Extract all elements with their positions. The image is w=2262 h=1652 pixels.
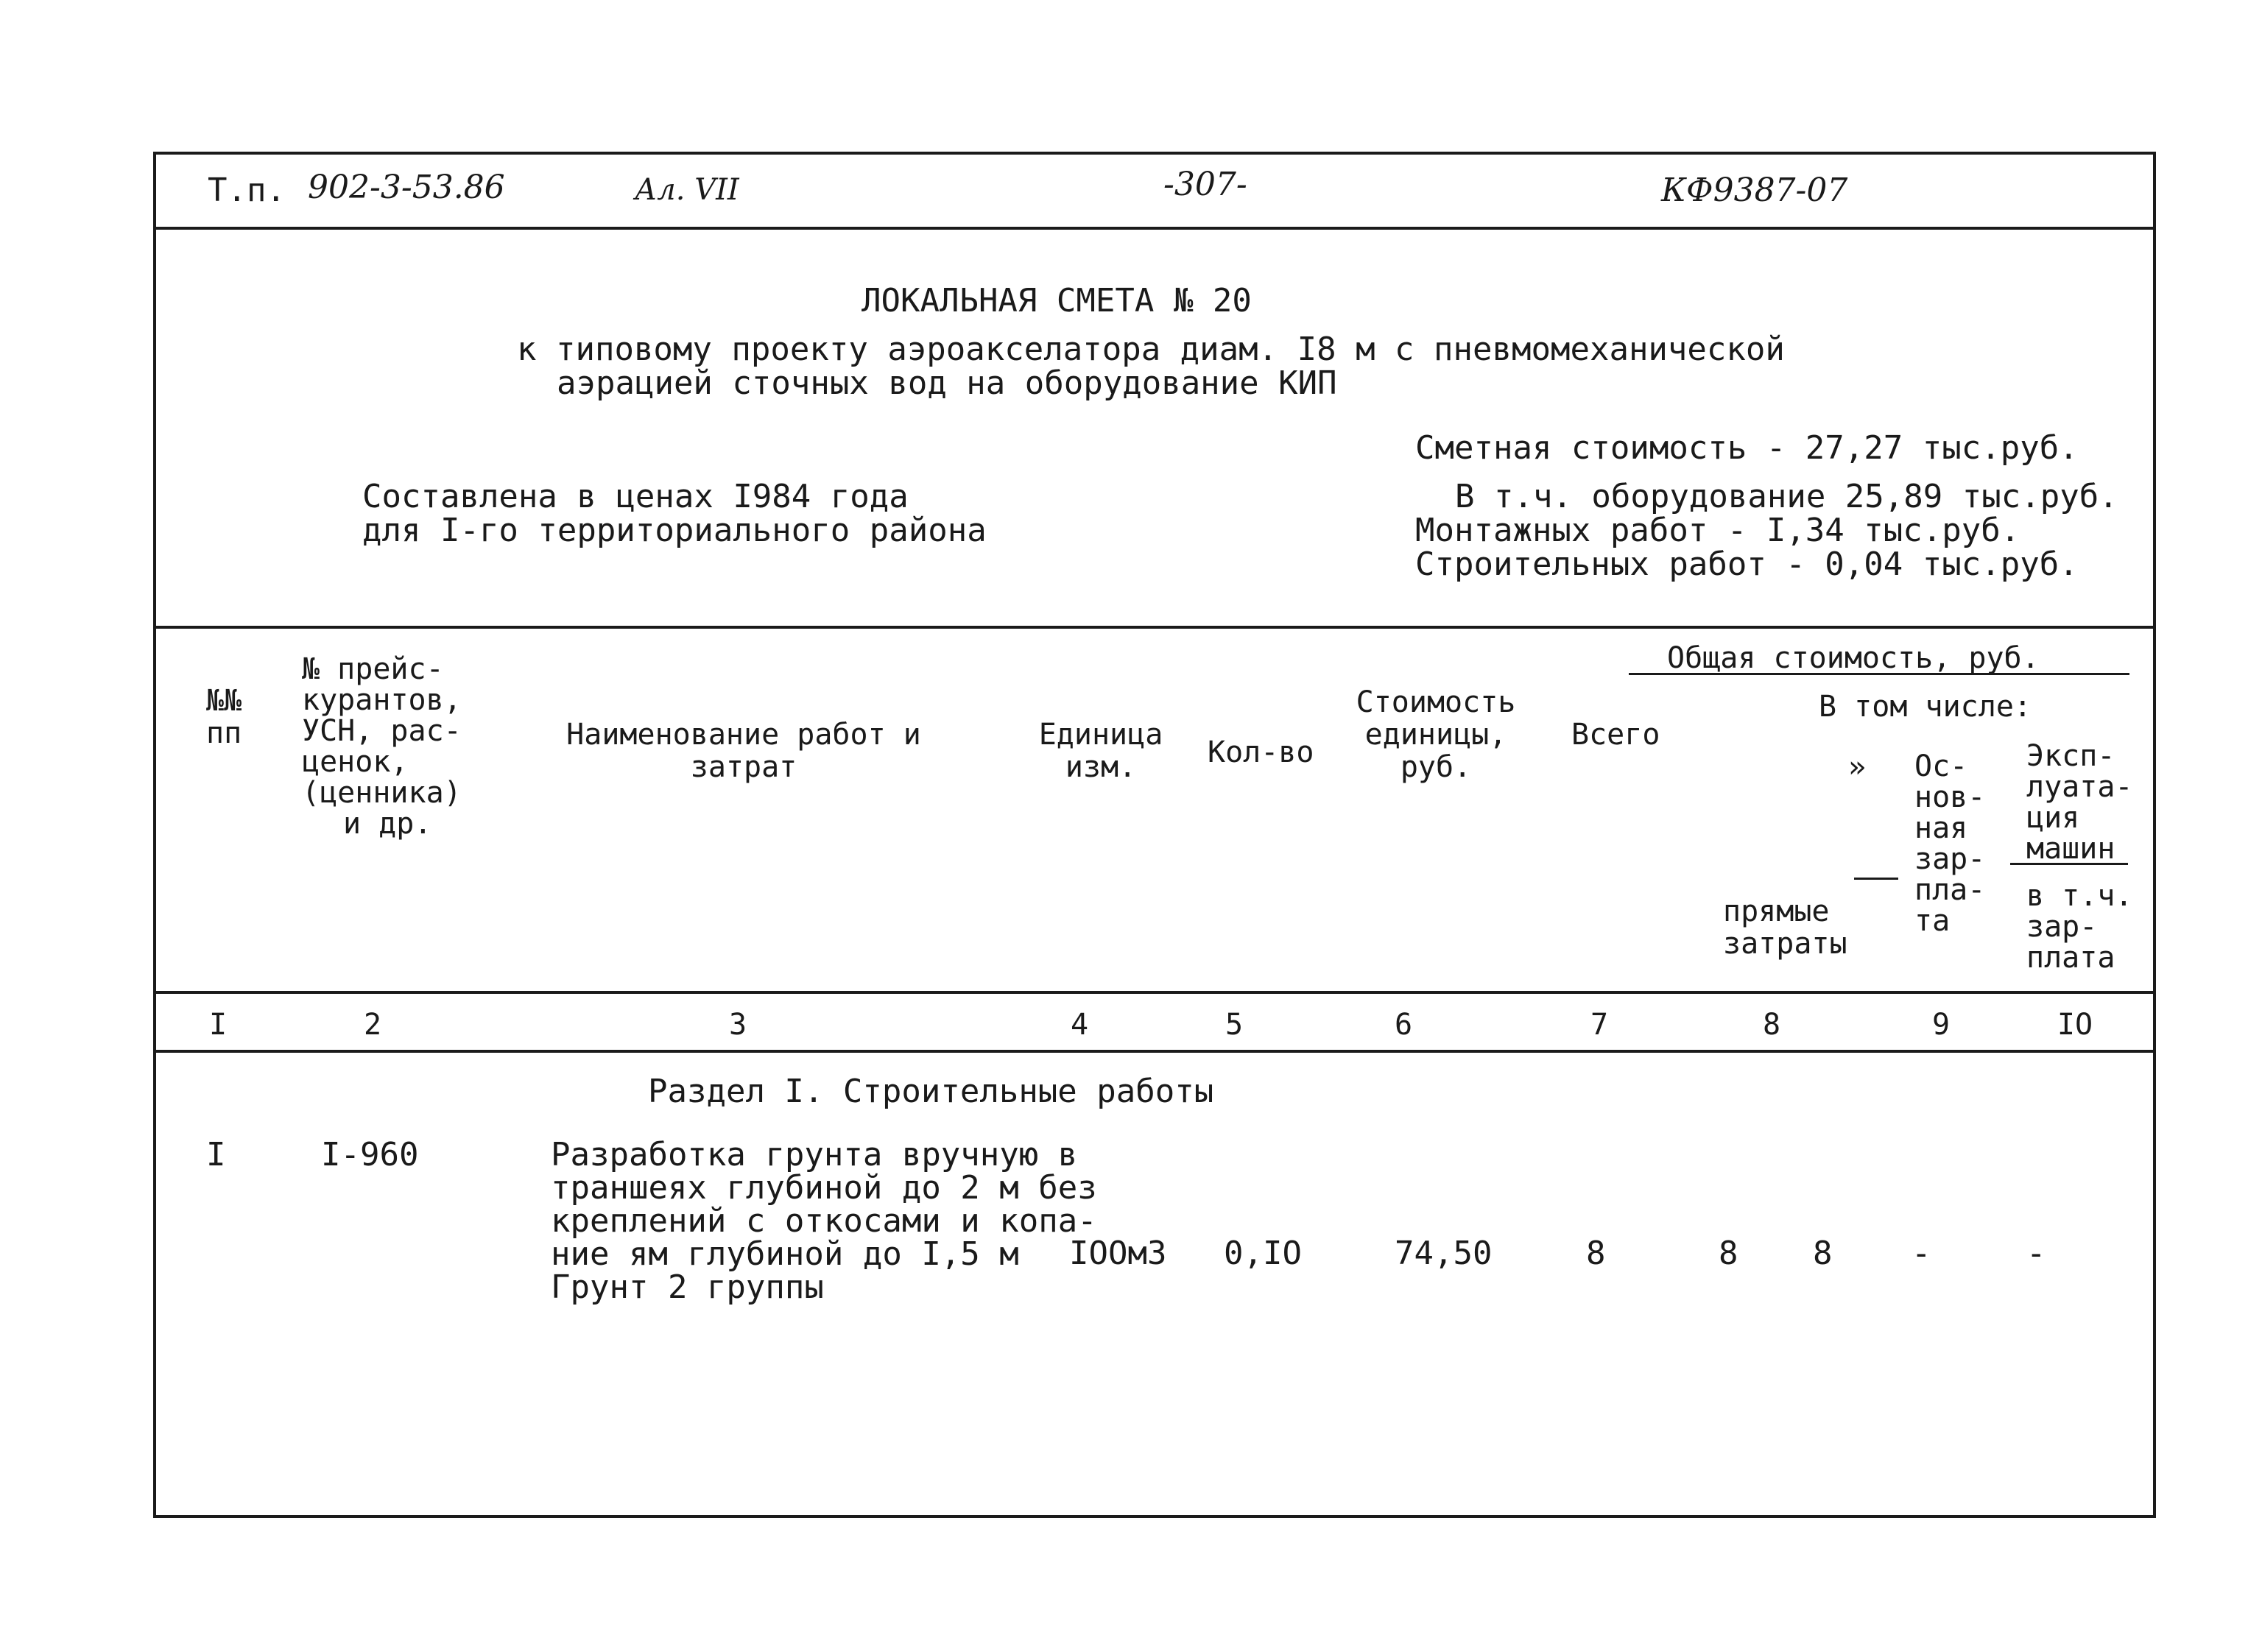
- column-number-6: 6: [1394, 1008, 1413, 1042]
- row-total: 8: [1586, 1235, 1606, 1272]
- row-machines: -: [2026, 1235, 2046, 1272]
- row-price-code: I-960: [321, 1136, 419, 1173]
- col-header-machines-wages: в т.ч. зар- плата: [2026, 879, 2133, 975]
- row-base-wages: -: [1912, 1235, 1931, 1272]
- column-number-10: IO: [2057, 1008, 2093, 1042]
- col-header-direct-costs: прямые затраты: [1723, 894, 1847, 961]
- table-top-rule: [153, 626, 2156, 629]
- cost-construction: Строительных работ - 0,04 тыс.руб.: [1415, 546, 2079, 583]
- col-header-base-wages: Ос- нов- ная зар- пла- та: [1914, 749, 1986, 938]
- row-number: I: [206, 1136, 226, 1173]
- column-number-4: 4: [1070, 1008, 1089, 1042]
- col-header-number: №№ пп: [206, 684, 242, 750]
- prices-line2: для I-го территориального района: [362, 512, 987, 549]
- section-title: Раздел I. Строительные работы: [648, 1073, 1214, 1110]
- row-direct-costs-extra: 8: [1813, 1235, 1833, 1272]
- col-header-machines: Эксп- луата- ция машин: [2026, 739, 2133, 866]
- row-description: Разработка грунта вручную в траншеях глубиной до 2 м без креплений с откосами и копа- ние ям глубиной до I,5 м Грунт 2 группы: [551, 1136, 1097, 1306]
- col-header-unit: Единица изм.: [1038, 718, 1163, 784]
- estimate-title: ЛОКАЛЬНАЯ СМЕТА № 20: [862, 282, 1252, 320]
- album-label: Ал. VII: [635, 173, 739, 207]
- column-number-3: 3: [728, 1008, 747, 1042]
- page-number: -307-: [1163, 166, 1247, 203]
- sheet-code: КФ9387-07: [1661, 172, 1848, 209]
- column-number-9: 9: [1931, 1008, 1951, 1042]
- row-unit-cost: 74,50: [1395, 1235, 1493, 1272]
- column-number-8: 8: [1762, 1008, 1781, 1042]
- group-header-total-cost: Общая стоимость, руб.: [1667, 641, 2040, 675]
- header-divider: [153, 227, 2156, 230]
- row-quantity: 0,IO: [1224, 1235, 1302, 1272]
- col-8-mark: »: [1848, 750, 1867, 784]
- col-header-work-name: Наименование работ и затрат: [566, 718, 921, 784]
- col-header-unit-cost: Стоимость единицы, руб.: [1356, 685, 1516, 784]
- column-number-7: 7: [1590, 1008, 1609, 1042]
- column-number-2: 2: [363, 1008, 382, 1042]
- cost-installation: Монтажных работ - I,34 тыс.руб.: [1415, 512, 2020, 549]
- column-numbers-top-rule: [153, 991, 2156, 994]
- estimate-subtitle-line2: аэрацией сточных вод на оборудование КИП: [557, 364, 1337, 402]
- dash-mark: [1854, 878, 1898, 880]
- project-code: 902-3-53.86: [308, 169, 505, 206]
- project-prefix: Т.п.: [208, 172, 286, 209]
- subgroup-header-including: В том числе:: [1819, 690, 2032, 724]
- col-header-quantity: Кол-во: [1208, 735, 1314, 769]
- col-header-total: Всего: [1571, 718, 1660, 752]
- col-header-price-code: № прейс- курантов, УСН, рас- ценок, (ценника) и др.: [302, 652, 462, 841]
- row-direct-costs: 8: [1719, 1235, 1738, 1272]
- row-unit: IOOм3: [1069, 1235, 1167, 1272]
- column-number-5: 5: [1225, 1008, 1244, 1042]
- prices-line1: Составлена в ценах I984 года: [362, 478, 909, 515]
- column-number-1: I: [208, 1008, 228, 1042]
- column-numbers-bottom-rule: [153, 1050, 2156, 1053]
- cost-equipment: В т.ч. оборудование 25,89 тыс.руб.: [1455, 478, 2118, 515]
- estimate-subtitle-line1: к типовому проекту аэроакселатора диам. I8 м с пневмомеханической: [517, 331, 1785, 368]
- cost-total: Сметная стоимость - 27,27 тыс.руб.: [1415, 429, 2079, 467]
